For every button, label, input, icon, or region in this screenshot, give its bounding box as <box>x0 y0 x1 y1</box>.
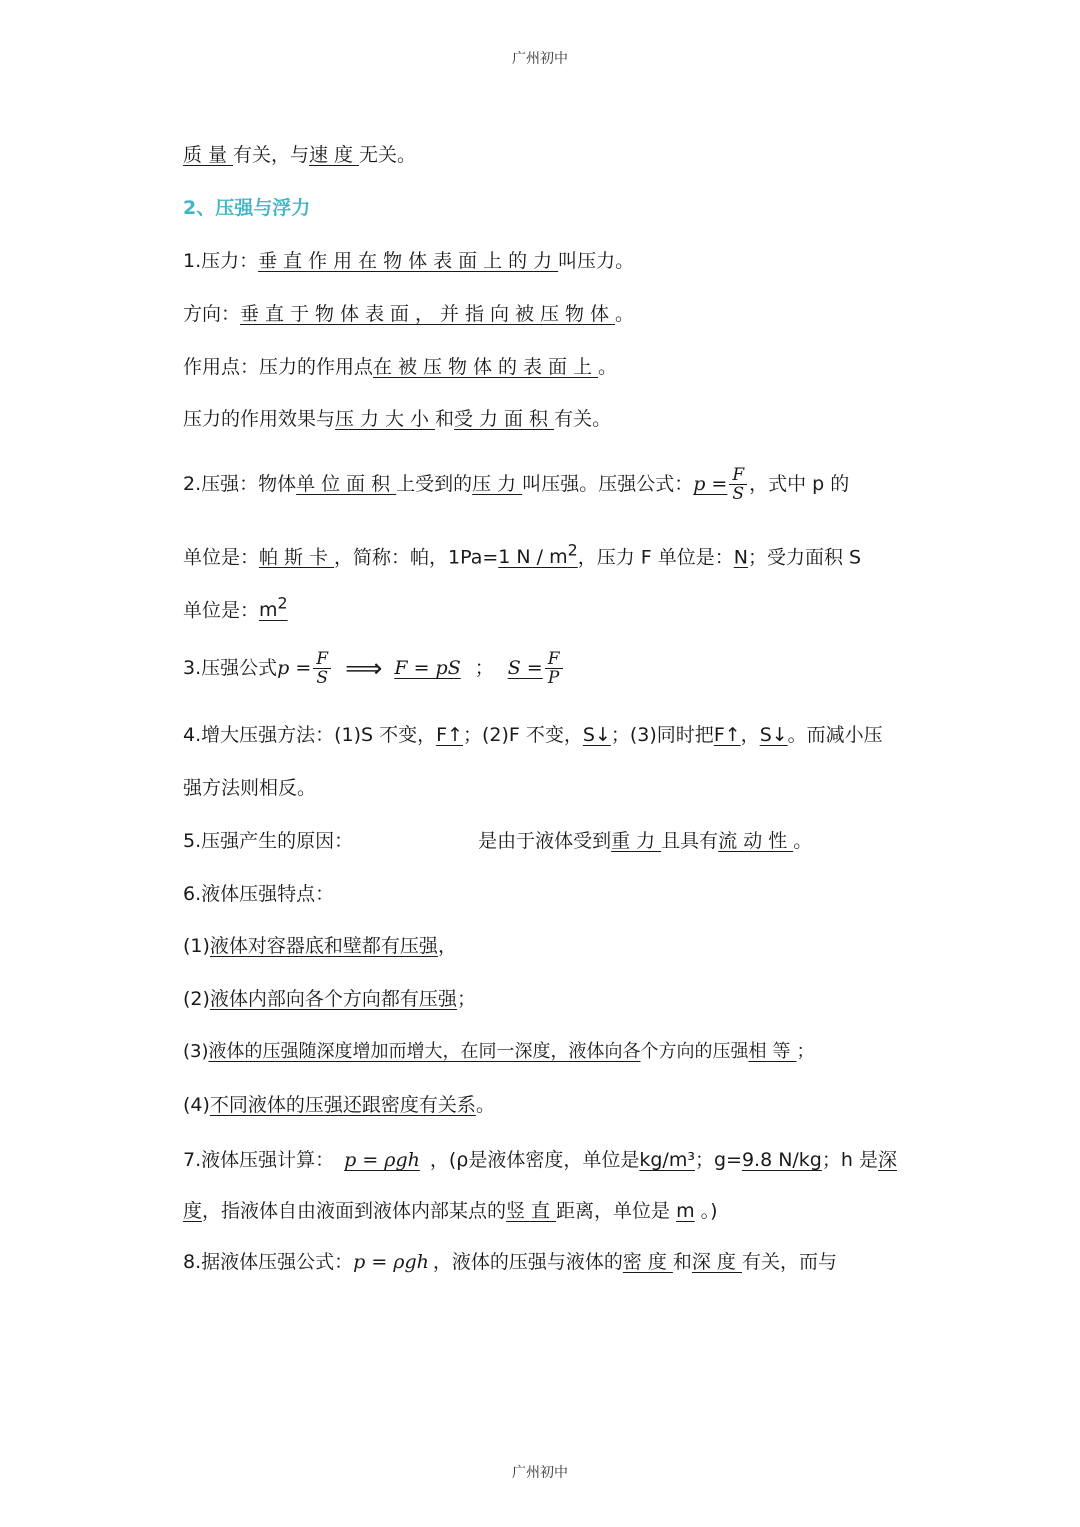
blank: 密度 <box>622 1251 673 1273</box>
text: 是由于液体受到 <box>478 830 612 852</box>
blank: F↑ <box>436 724 464 746</box>
text: (2) <box>183 988 210 1010</box>
numerator: F <box>729 466 747 485</box>
blank: 帕斯卡 <box>259 546 335 569</box>
text: ， <box>437 935 457 957</box>
text: 和 <box>672 1251 692 1273</box>
blank: F↑ <box>713 724 741 746</box>
text: ； <box>456 988 476 1010</box>
text: ，压力 F 单位是： <box>577 546 734 569</box>
blank: 压力大小 <box>335 408 436 430</box>
formula-blank <box>693 465 749 504</box>
line-point <box>183 352 903 382</box>
text: ，简称：帕，1Pa= <box>334 546 499 569</box>
blank: 液体内部向各个方向都有压强 <box>209 988 457 1010</box>
text: 方向： <box>183 303 241 325</box>
denominator: P <box>547 668 560 688</box>
line-effect <box>183 404 903 434</box>
blank: 垂直作用在物体表面上的力 <box>258 250 559 272</box>
text: 3.压强公式 <box>183 657 278 679</box>
text: 4.增大压强方法：(1)S 不变， <box>183 724 437 746</box>
line-increase-methods <box>183 720 903 750</box>
text: 1.压力： <box>183 250 259 272</box>
text: 。) <box>700 1200 718 1222</box>
text: 2.压强：物体 <box>183 473 297 495</box>
text: 。而减小压 <box>787 724 883 746</box>
text: 7.液体压强计算： <box>183 1149 335 1171</box>
text: 单位是： <box>183 546 260 569</box>
text: ，指液体自由液面到液体内部某点的 <box>202 1200 507 1222</box>
line-direction <box>183 299 903 329</box>
unit-text: m <box>259 599 278 622</box>
text: (1) <box>183 935 210 957</box>
text: ； <box>796 1041 815 1062</box>
text: 距离，单位是 <box>556 1200 671 1222</box>
blank: S↓ <box>582 724 611 746</box>
line-feature-2 <box>183 984 903 1014</box>
line-unit <box>183 536 903 572</box>
text: 叫压力。 <box>558 250 635 272</box>
formula-blank <box>507 649 565 688</box>
denominator: S <box>732 484 745 504</box>
text: 且具有 <box>661 830 719 852</box>
formula-p: p = <box>277 657 312 679</box>
line-liquid-formula <box>183 1247 903 1277</box>
text: ；h 是 <box>821 1149 878 1171</box>
unit-text: 1 N / m <box>498 546 568 569</box>
text: 。 <box>793 830 813 852</box>
blank: 重力 <box>611 830 662 852</box>
blank: 液体的压强随深度增加而增大，在同一深度，液体向各 <box>208 1041 641 1062</box>
line-decrease: 强方法则相反。 <box>183 777 317 799</box>
line-mass <box>183 140 903 170</box>
line-feature-4 <box>183 1090 903 1120</box>
denominator: S <box>316 668 328 688</box>
blank: 受力面积 <box>454 408 555 430</box>
text: 上受到的 <box>396 473 473 495</box>
numerator: F <box>545 650 563 669</box>
superscript: 2 <box>277 594 288 613</box>
blank: 不同液体的压强还跟密度有关系 <box>209 1094 476 1116</box>
text: 5.压强产生的原因： <box>183 830 354 852</box>
blank: kg/m³ <box>639 1149 695 1171</box>
fraction <box>729 466 747 503</box>
text: 和 <box>435 408 455 430</box>
blank: 液体对容器底和壁都有压强 <box>209 935 438 957</box>
text: 作用点：压力的作用点 <box>183 356 374 378</box>
line-cause <box>183 826 903 856</box>
formula-blank: F = pS <box>394 657 461 679</box>
text: ；(2)F 不变， <box>463 724 583 746</box>
text: 叫压强。压强公式： <box>522 473 694 495</box>
blank: 速度 <box>309 144 360 166</box>
numerator: F <box>313 650 331 669</box>
line-calc <box>183 1145 903 1175</box>
formula: p = ρgh <box>353 1251 429 1273</box>
line-depth <box>183 1196 903 1226</box>
implies-arrow-icon: ⟹ <box>345 653 383 684</box>
blank: 深 <box>877 1149 897 1171</box>
text: 。 <box>615 303 635 325</box>
superscript: 2 <box>567 541 578 560</box>
text: 8.据液体压强公式： <box>183 1251 354 1273</box>
text: 压力的作用效果与 <box>183 408 336 430</box>
text: ，(ρ是液体密度，单位是 <box>429 1149 640 1171</box>
text: ；g= <box>694 1149 742 1171</box>
line-feature-1 <box>183 931 903 961</box>
text: 单位是： <box>183 599 260 622</box>
text: ；受力面积 S <box>747 546 862 569</box>
text: ，式中 p 的 <box>749 473 850 495</box>
text: 。 <box>598 356 618 378</box>
text: 个方向的压强 <box>640 1041 749 1062</box>
blank: S↓ <box>759 724 788 746</box>
line-area-unit <box>183 589 903 625</box>
line-formula-derivation <box>183 648 903 689</box>
blank: 垂直于物体表面，并指向被压物体 <box>240 303 616 325</box>
line-pressure-formula <box>183 466 903 503</box>
fraction <box>545 650 563 687</box>
blank: 质量 <box>183 144 234 166</box>
blank: 在被压物体的表面上 <box>373 356 599 378</box>
fraction <box>313 650 331 687</box>
text: ；(3)同时把 <box>610 724 714 746</box>
text: (4) <box>183 1094 210 1116</box>
text: 有关。 <box>554 408 612 430</box>
text: 。 <box>475 1094 495 1116</box>
line-feature-3 <box>183 1037 903 1067</box>
section-title: 2、压强与浮力 <box>183 197 311 219</box>
text: ，液体的压强与液体的 <box>432 1251 623 1273</box>
blank <box>259 594 302 622</box>
line-pressure-def <box>183 246 903 276</box>
blank: m <box>676 1200 695 1222</box>
text: 无关。 <box>359 144 417 166</box>
blank: 流动性 <box>718 830 794 852</box>
formula-p: p = <box>693 473 728 495</box>
blank: 竖直 <box>506 1200 557 1222</box>
blank: 9.8 N/kg <box>741 1149 822 1171</box>
blank: 单位面积 <box>296 473 397 495</box>
blank: 相等 <box>748 1041 797 1062</box>
blank: N <box>733 546 748 569</box>
text: (3) <box>183 1041 209 1062</box>
text: 有关，与 <box>233 144 310 166</box>
text: ， <box>740 724 760 746</box>
page-header: 广州初中 <box>512 51 568 67</box>
blank <box>498 541 578 569</box>
blank: 压力 <box>472 473 523 495</box>
blank: 度 <box>183 1200 203 1222</box>
page-footer: 广州初中 <box>512 1465 568 1481</box>
text: 有关，而与 <box>741 1251 837 1273</box>
blank: 深度 <box>691 1251 742 1273</box>
text: ； <box>474 657 494 679</box>
formula-blank: p = ρgh <box>344 1149 420 1171</box>
formula-s: S = <box>507 657 543 679</box>
line-features: 6.液体压强特点： <box>183 883 335 905</box>
